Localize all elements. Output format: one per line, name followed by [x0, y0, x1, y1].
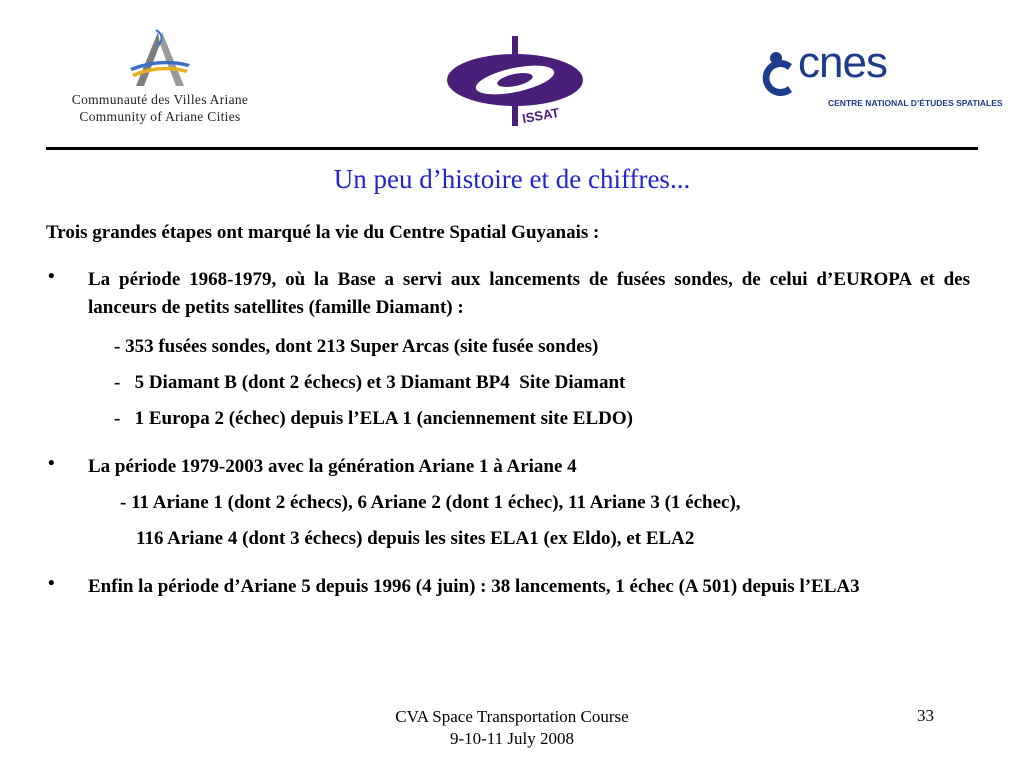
slide-title: Un peu d’histoire et de chiffres...: [333, 164, 691, 194]
bullet-1-sub-3: - 1 Europa 2 (échec) depuis l’ELA 1 (anciennement site ELDO): [114, 408, 633, 429]
bullet-2-sub-1: - 11 Ariane 1 (dont 2 échecs), 6 Ariane 2 (dont 1 échec), 11 Ariane 3 (1 échec),: [120, 492, 741, 513]
cva-a-icon: [50, 28, 270, 90]
footer-course-name: CVA Space Transportation Course: [395, 707, 629, 726]
cnes-logo: [752, 38, 1003, 120]
issat-logo-text: ISSAT: [520, 104, 561, 127]
bullet-marker: •: [48, 453, 55, 474]
intro-text: Trois grandes étapes ont marqué la vie du Centre Spatial Guyanais :: [46, 222, 600, 243]
cva-logo-line1: Communauté des Villes Ariane: [71, 92, 249, 107]
bullet-2-sub-2: 116 Ariane 4 (dont 3 échecs) depuis les sites ELA1 (ex Eldo), et ELA2: [136, 528, 695, 549]
bullet-1-sub-2: - 5 Diamant B (dont 2 échecs) et 3 Diamant BP4 Site Diamant: [114, 372, 626, 393]
bullet-2-text: La période 1979-2003 avec la génération Ariane 1 à Ariane 4: [88, 456, 577, 477]
footer: [0, 706, 1024, 750]
issat-emblem-icon: [440, 30, 590, 130]
header-divider: [46, 147, 978, 150]
cnes-wordmark: cnes: [798, 38, 887, 87]
cva-logo: [50, 28, 270, 128]
bullet-3-text: Enfin la période d’Ariane 5 depuis 1996 (4 juin) : 38 lancements, 1 échec (A 501) depuis l’ELA3: [88, 576, 860, 597]
footer-date: 9-10-11 July 2008: [449, 729, 575, 748]
cva-logo-line2: Community of Ariane Cities: [79, 109, 241, 124]
bullet-marker: •: [48, 573, 55, 594]
bullet-1-text: La période 1968-1979, où la Base a servi aux lancements de fusées sondes, de celui d’EUROPA et des lanceurs de petits satellites (famille Diamant) :: [88, 269, 970, 318]
issat-logo: [440, 30, 590, 130]
cnes-subtitle: CENTRE NATIONAL D’ÉTUDES SPATIALES: [828, 98, 1003, 108]
page-number: 33: [917, 706, 934, 725]
bullet-marker: •: [48, 266, 55, 287]
bullet-1-sub-1: - 353 fusées sondes, dont 213 Super Arcas (site fusée sondes): [114, 336, 599, 357]
